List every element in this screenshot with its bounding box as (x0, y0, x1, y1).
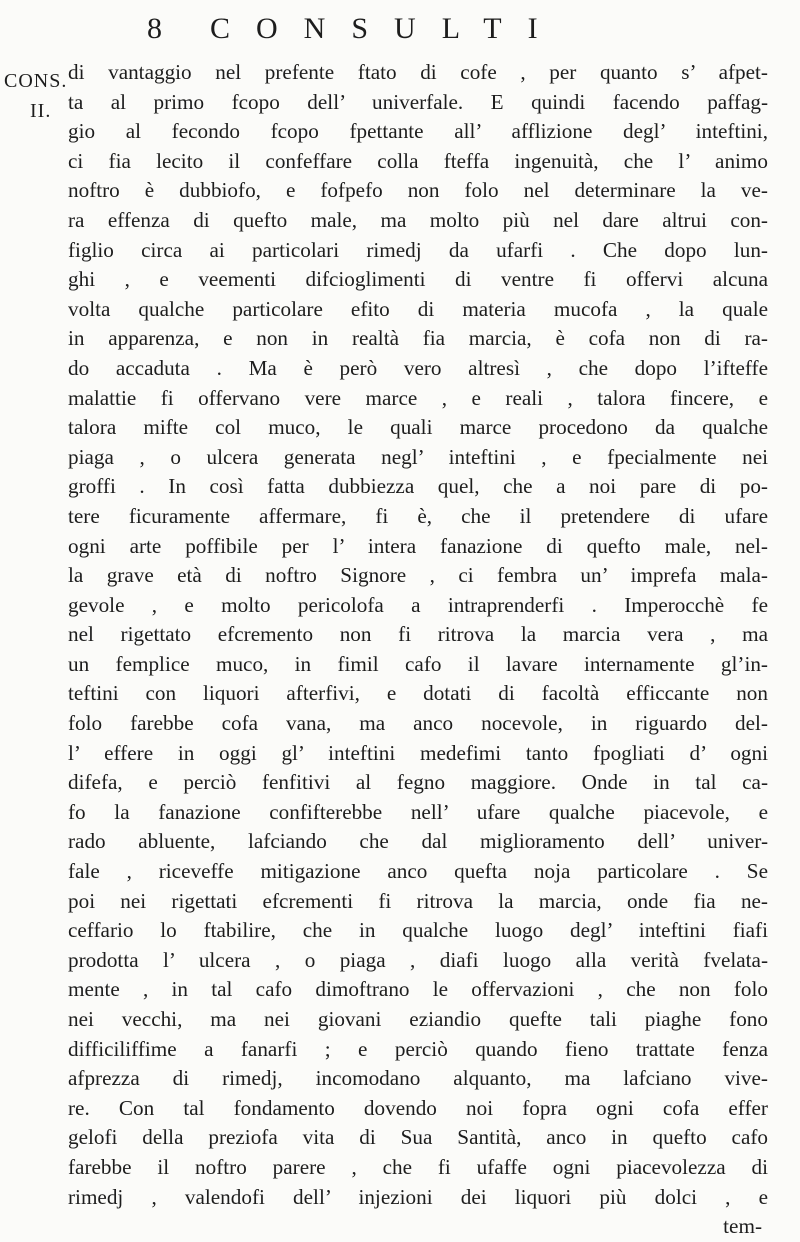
text-line: fale , riceveffe mitigazione anco quefta noja particolare . Se (68, 859, 768, 884)
text-line: talora mifte col muco, le quali marce procedono da qualche (68, 415, 768, 440)
text-line: rado abluente, lafciando che dal miglioramento dell’ univer- (68, 829, 768, 854)
text-line: gelofi della preziofa vita di Sua Santità, anco in quefto cafo (68, 1125, 768, 1150)
text-line: ogni arte poffibile per l’ intera fanazione di quefto male, nel- (68, 533, 768, 558)
text-line: gio al fecondo fcopo fpettante all’ afflizione degl’ inteftini, (68, 119, 768, 144)
text-line: ra effenza di quefto male, ma molto più nel dare altrui con- (68, 207, 768, 232)
text-line: volta qualche particolare efito di materia mucofa , la quale (68, 296, 768, 321)
text-line: malattie fi offervano vere marce , e reali , talora fincere, e (68, 385, 768, 410)
text-line: folo farebbe cofa vana, ma anco nocevole, in riguardo del- (68, 711, 768, 736)
text-line: tere ficuramente affermare, fi è, che il pretendere di ufare (68, 503, 768, 528)
text-line: farebbe il noftro parere , che fi ufaffe ogni piacevolezza di (68, 1154, 768, 1179)
text-line: piaga , o ulcera generata negl’ inteftini , e fpecialmente nei (68, 444, 768, 469)
text-line: tem- (723, 1214, 762, 1239)
running-title: CONSULTI (210, 12, 564, 45)
body-text (68, 58, 768, 1242)
text-line: ghi , e veementi difcioglimenti di ventre fi offervi alcuna (68, 267, 768, 292)
page-number: 8 (147, 12, 162, 45)
margin-note-line-2: II. (30, 100, 52, 122)
text-line: rimedj , valendofi dell’ injezioni dei liquori più dolci , e (68, 1184, 768, 1209)
text-line: ta al primo fcopo dell’ univerfale. E quindi facendo paffag- (68, 89, 768, 114)
text-line: gevole , e molto pericolofa a intraprenderfi . Imperocchè fe (68, 592, 768, 617)
text-line: la grave età di noftro Signore , ci fembra un’ imprefa mala- (68, 563, 768, 588)
text-line: nei vecchi, ma nei giovani eziandio quefte tali piaghe fono (68, 1007, 768, 1031)
margin-note-line-1: CONS. (4, 70, 68, 92)
text-line: noftro è dubbiofo, e fofpefo non folo nel determinare la ve- (68, 178, 768, 203)
text-line: poi nei rigettati efcrementi fi ritrova la marcia, onde fia ne- (68, 888, 768, 913)
text-line: un femplice muco, in fimil cafo il lavare internamente gl’in- (68, 651, 768, 676)
text-line: l’ effere in oggi gl’ inteftini medefimi tanto fpogliati d’ ogni (68, 740, 768, 765)
text-line: fo la fanazione confifterebbe nell’ ufare qualche piacevole, e (68, 799, 768, 824)
text-line: teftini con liquori afterfivi, e dotati di facoltà efficcante non (68, 681, 768, 706)
text-line: difefa, e perciò fenfitivi al fegno maggiore. Onde in tal ca- (68, 770, 768, 795)
text-line: di vantaggio nel prefente ftato di cofe , per quanto s’ afpet- (68, 60, 768, 84)
text-line: ci fia lecito il confeffare colla fteffa ingenuità, che l’ animo (68, 148, 768, 173)
text-line: ceffario lo ftabilire, che in qualche luogo degl’ inteftini fiafi (68, 918, 768, 943)
text-line: do accaduta . Ma è però vero altresì , che dopo l’ifteffe (68, 355, 768, 380)
text-line: groffi . In così fatta dubbiezza quel, che a noi pare di po- (68, 474, 768, 499)
text-line: mente , in tal cafo dimoftrano le offervazioni , che non folo (68, 977, 768, 1002)
text-line: in apparenza, e non in realtà fia marcia, è cofa non di ra- (68, 326, 768, 351)
text-line: re. Con tal fondamento dovendo noi fopra ogni cofa effer (68, 1095, 768, 1120)
text-line: afprezza di rimedj, incomodano alquanto, ma lafciano vive- (68, 1066, 768, 1091)
text-line: prodotta l’ ulcera , o piaga , diafi luogo alla verità fvelata- (68, 947, 768, 972)
text-line: nel rigettato efcremento non fi ritrova la marcia vera , ma (68, 622, 768, 647)
margin-note (4, 66, 68, 126)
text-line: difficiliffime a fanarfi ; e perciò quando fieno trattate fenza (68, 1036, 768, 1061)
page-header (0, 8, 800, 52)
text-line: figlio circa ai particolari rimedj da ufarfi . Che dopo lun- (68, 237, 768, 262)
